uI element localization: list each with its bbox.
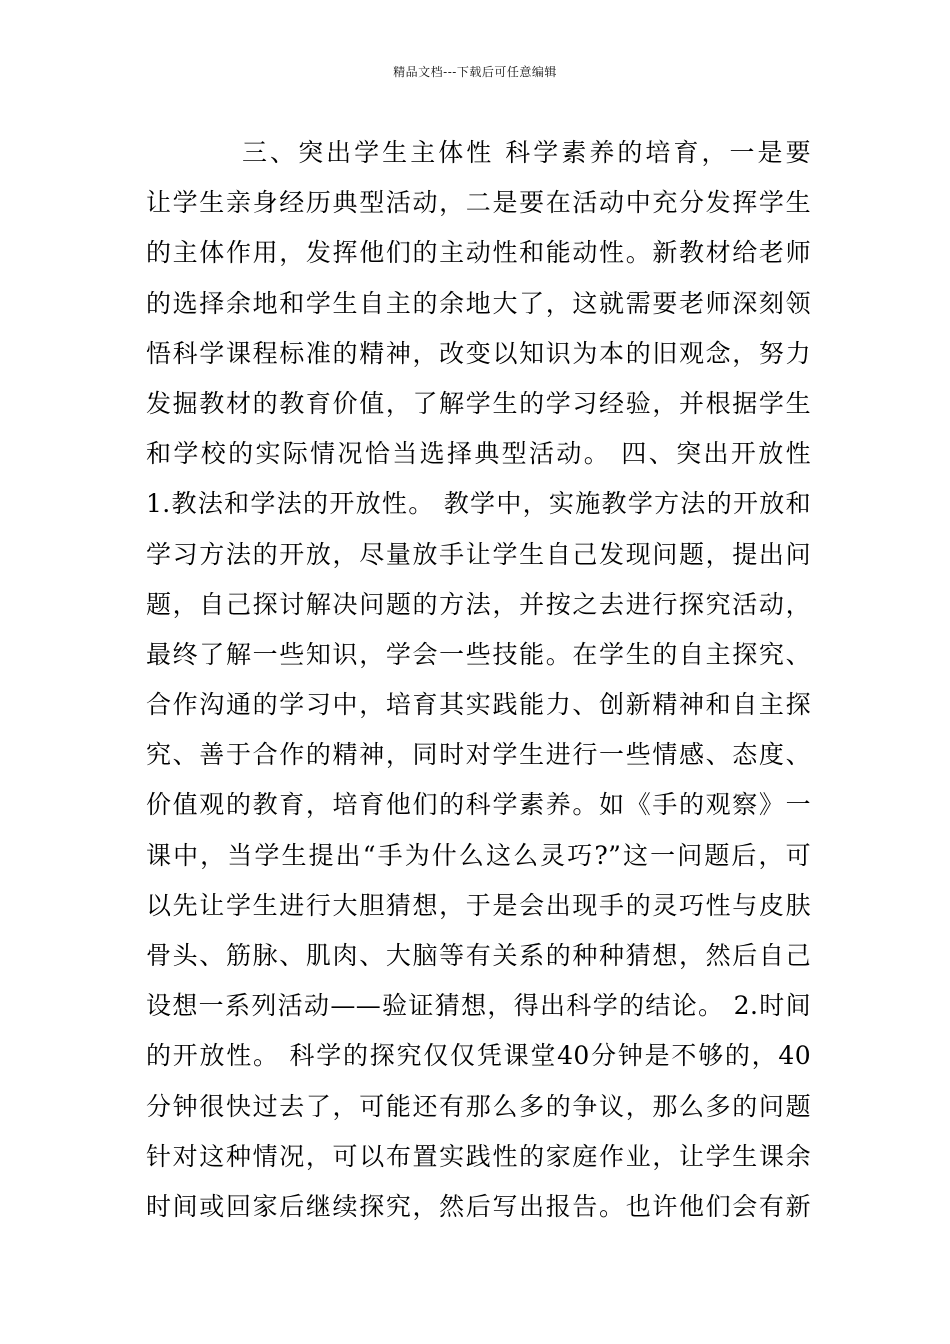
text-line: 和学校的实际情况恰当选择典型活动。 四、突出开放性 <box>146 439 811 469</box>
text-line: 针对这种情况，可以布置实践性的家庭作业，让学生课余 <box>146 1141 811 1171</box>
text-line: 的选择余地和学生自主的余地大了，这就需要老师深刻领 <box>146 288 811 318</box>
text-line: 分钟很快过去了，可能还有那么多的争议，那么多的问题 <box>146 1091 811 1121</box>
text-line: 1.教法和学法的开放性。 教学中，实施教学方法的开放和 <box>146 489 811 519</box>
text-line: 的主体作用，发挥他们的主动性和能动性。新教材给老师 <box>146 238 811 268</box>
text-line: 设想一系列活动——验证猜想，得出科学的结论。 2.时间 <box>146 991 811 1021</box>
text-line: 价值观的教育，培育他们的科学素养。如《手的观察》一 <box>146 790 811 820</box>
text-line: 骨头、筋脉、肌肉、大脑等有关系的种种猜想，然后自己 <box>146 941 811 970</box>
text-line: 合作沟通的学习中，培育其实践能力、创新精神和自主探 <box>146 690 811 720</box>
text-line: 究、善于合作的精神，同时对学生进行一些情感、态度、 <box>146 740 811 770</box>
text-line: 发掘教材的教育价值，了解学生的学习经验，并根据学生 <box>146 388 811 418</box>
text-line: 学习方法的开放，尽量放手让学生自己发现问题，提出问 <box>146 539 811 569</box>
text-line: 时间或回家后继续探究，然后写出报告。也许他们会有新 <box>146 1191 811 1221</box>
text-line: 的开放性。 科学的探究仅仅凭课堂40分钟是不够的，40 <box>146 1041 811 1071</box>
text-line: 三、突出学生主体性 科学素养的培育，一是要 <box>242 138 811 167</box>
text-line: 悟科学课程标准的精神，改变以知识为本的旧观念，努力 <box>146 338 811 368</box>
text-line: 以先让学生进行大胆猜想，于是会出现手的灵巧性与皮肤 <box>146 890 811 920</box>
page-header: 精品文档---下载后可任意编辑 <box>393 65 557 79</box>
text-line: 课中，当学生提出“手为什么这么灵巧?”这一问题后，可 <box>146 840 811 870</box>
text-line: 让学生亲身经历典型活动，二是要在活动中充分发挥学生 <box>146 188 811 218</box>
document-body <box>146 128 811 1232</box>
text-line: 题，自己探讨解决问题的方法，并按之去进行探究活动， <box>146 589 811 619</box>
text-line: 最终了解一些知识，学会一些技能。在学生的自主探究、 <box>146 639 811 669</box>
